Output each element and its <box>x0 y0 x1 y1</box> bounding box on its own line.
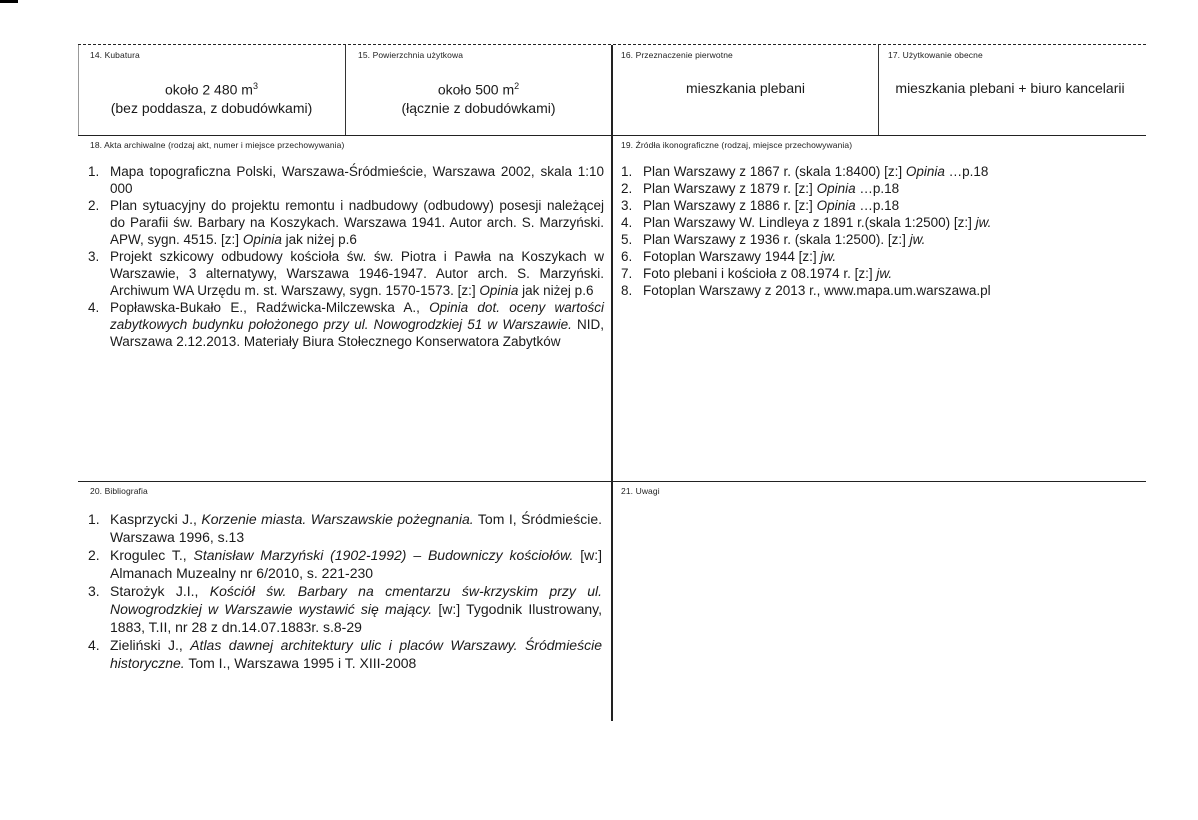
list-item <box>615 180 1140 197</box>
list-item-number: 4. <box>88 300 100 315</box>
list-item-text: [w:] Almanach Muzealny nr 6/2010, s. 221-230 <box>110 547 602 581</box>
list-item-text: Fotoplan Warszawy 1944 [z:] <box>643 249 821 264</box>
italic-title: jw. <box>876 266 893 281</box>
list-item-number: 1. <box>88 511 100 527</box>
list-item-text: Popławska-Bukało E., Radźwicka-Milczewska A., <box>110 300 430 315</box>
field-kubatura <box>78 45 345 135</box>
list-item-number: 4. <box>621 215 633 230</box>
list-item <box>82 248 604 299</box>
field-label: 20. Bibliografia <box>90 486 148 496</box>
list-item-number: 1. <box>621 164 633 179</box>
list-item <box>615 163 1140 180</box>
field-label: 14. Kubatura <box>90 50 140 60</box>
list-item-number: 6. <box>621 249 633 264</box>
powierzchnia-value: około 500 m <box>437 81 515 98</box>
field-label: 17. Użytkowanie obecne <box>888 50 983 60</box>
field-value <box>346 77 611 117</box>
italic-title: Opinia dot. oceny wartości zabytkowych budynku położonego przy ul. Nowogrodzkiej 51 w Warszawie. <box>110 300 604 332</box>
field-przeznaczenie <box>613 45 878 135</box>
field-label: 15. Powierzchnia użytkowa <box>358 50 464 60</box>
corner-mark <box>0 0 18 3</box>
italic-title: Opinia <box>816 198 856 213</box>
list-item-number: 7. <box>621 266 633 281</box>
list-item <box>615 231 1140 248</box>
list-item-text: Fotoplan Warszawy z 2013 r., www.mapa.um.warszawa.pl <box>643 283 991 298</box>
field-akta-archiwalne <box>78 136 611 481</box>
italic-title: jw. <box>975 215 992 230</box>
list-item-number: 2. <box>88 547 100 563</box>
field-uzytkowanie <box>879 45 1146 135</box>
field-label: 21. Uwagi <box>621 486 660 496</box>
list-item-number: 2. <box>88 198 100 213</box>
list-item-number: 8. <box>621 283 633 298</box>
list-item-number: 3. <box>88 249 100 264</box>
list-item-text: Starożyk J.I., <box>110 583 210 599</box>
field-label: 18. Akta archiwalne (rodzaj akt, numer i miejsce przechowywania) <box>90 140 345 150</box>
field-zrodla-ikonograficzne <box>613 136 1146 481</box>
field-label: 19. Źródła ikonograficzne (rodzaj, miejsce przechowywania) <box>621 140 853 150</box>
akta-list <box>82 163 604 350</box>
italic-title: jw. <box>820 249 837 264</box>
list-item-number: 3. <box>621 198 633 213</box>
list-item-text: …p.18 <box>855 181 900 196</box>
list-item <box>82 636 602 672</box>
italic-title: Stanisław Marzyński (1902-1992) – Budowniczy kościołów. <box>193 547 574 563</box>
list-item <box>82 197 604 248</box>
list-item <box>82 163 604 197</box>
list-item <box>82 546 602 582</box>
list-item-text: jak niżej p.6 <box>281 232 357 247</box>
list-item <box>615 214 1140 231</box>
bibliografia-list <box>82 510 602 672</box>
powierzchnia-note: (łącznie z dobudówkami) <box>401 99 556 116</box>
list-item <box>615 197 1140 214</box>
italic-title: Atlas dawnej architektury ulic i placów Warszawy. Śródmieście historyczne. <box>110 637 602 671</box>
field-label: 16. Przeznaczenie pierwotne <box>621 50 733 60</box>
list-item-text: NID, Warszawa 2.12.2013. Materiały Biura Stołecznego Konserwatora Zabytków <box>110 317 604 349</box>
list-item-number: 3. <box>88 583 100 599</box>
italic-title: Opinia <box>816 181 856 196</box>
list-item-number: 1. <box>88 164 100 179</box>
list-item <box>615 248 1140 265</box>
list-item-text: Zieliński J., <box>110 637 191 653</box>
zrodla-list <box>615 163 1140 299</box>
field-bibliografia <box>78 482 611 722</box>
italic-title: jw. <box>909 232 926 247</box>
field-value <box>78 77 345 117</box>
list-item-text: Kasprzycki J., <box>110 511 202 527</box>
list-item-text: Plan Warszawy z 1867 r. (skala 1:8400) [z:] <box>643 164 906 179</box>
list-item <box>82 510 602 546</box>
kubatura-note: (bez poddasza, z dobudówkami) <box>110 99 313 116</box>
list-item-text: Plan Warszawy W. Lindleya z 1891 r.(skala 1:2500) [z:] <box>643 215 976 230</box>
list-item <box>615 282 1140 299</box>
unit-exponent: 2 <box>514 81 520 91</box>
list-item-number: 2. <box>621 181 633 196</box>
field-value: mieszkania plebani <box>685 80 806 96</box>
list-item-text: Krogulec T., <box>110 547 194 563</box>
list-item-text: Projekt szkicowy odbudowy kościoła św. św. Piotra i Pawła na Koszykach w Warszawie, 3 alternatywy, Warszawa 1946-1947. Autor arch. S. Marzyński. Archiwum WA Urzędu m. st. Warszawy, sygn. 1570-1573. [z:] <box>110 249 604 298</box>
list-item-text: Foto plebani i kościoła z 08.1974 r. [z:] <box>643 266 877 281</box>
list-item-text: Tom I., Warszawa 1995 i T. XIII-2008 <box>184 655 417 671</box>
list-item-text: Mapa topograficzna Polski, Warszawa-Śródmieście, Warszawa 2002, skala 1:10 000 <box>110 164 604 196</box>
list-item-text: jak niżej p.6 <box>518 283 594 298</box>
field-powierzchnia <box>346 45 611 135</box>
italic-title: Opinia <box>479 283 519 298</box>
list-item-text: [w:] Tygodnik Ilustrowany, 1883, T.II, nr 28 z dn.14.07.1883r. s.8-29 <box>110 601 602 635</box>
list-item-text: …p.18 <box>855 198 900 213</box>
list-item <box>82 299 604 350</box>
list-item <box>82 582 602 636</box>
list-item-text: Plan Warszawy z 1879 r. [z:] <box>643 181 817 196</box>
list-item-text: Plan Warszawy z 1886 r. [z:] <box>643 198 817 213</box>
list-item-text: Plan Warszawy z 1936 r. (skala 1:2500). [z:] <box>643 232 910 247</box>
italic-title: Opinia <box>242 232 282 247</box>
field-value: mieszkania plebani + biuro kancelarii <box>895 80 1125 96</box>
list-item <box>615 265 1140 282</box>
italic-title: Korzenie miasta. Warszawskie pożegnania. <box>201 511 474 527</box>
list-item-text: Tom I, Śródmieście. Warszawa 1996, s.13 <box>110 511 602 545</box>
italic-title: Opinia <box>905 164 945 179</box>
list-item-number: 5. <box>621 232 633 247</box>
italic-title: Kościół św. Barbary na cmentarzu św-krzyskim przy ul. Nowogrodzkiej w Warszawie wystawić się mający. <box>110 583 602 617</box>
list-item-number: 4. <box>88 637 100 653</box>
list-item-text: …p.18 <box>944 164 989 179</box>
field-uwagi <box>613 482 1146 722</box>
kubatura-value: około 2 480 m <box>165 81 253 98</box>
unit-exponent: 3 <box>252 81 258 91</box>
list-item-text: Plan sytuacyjny do projektu remontu i nadbudowy (odbudowy) posesji należącej do Parafii św. Barbary na Koszykach. Warszawa 1941. Autor arch. S. Marzyński. APW, sygn. 4515. [z:] <box>110 198 604 247</box>
